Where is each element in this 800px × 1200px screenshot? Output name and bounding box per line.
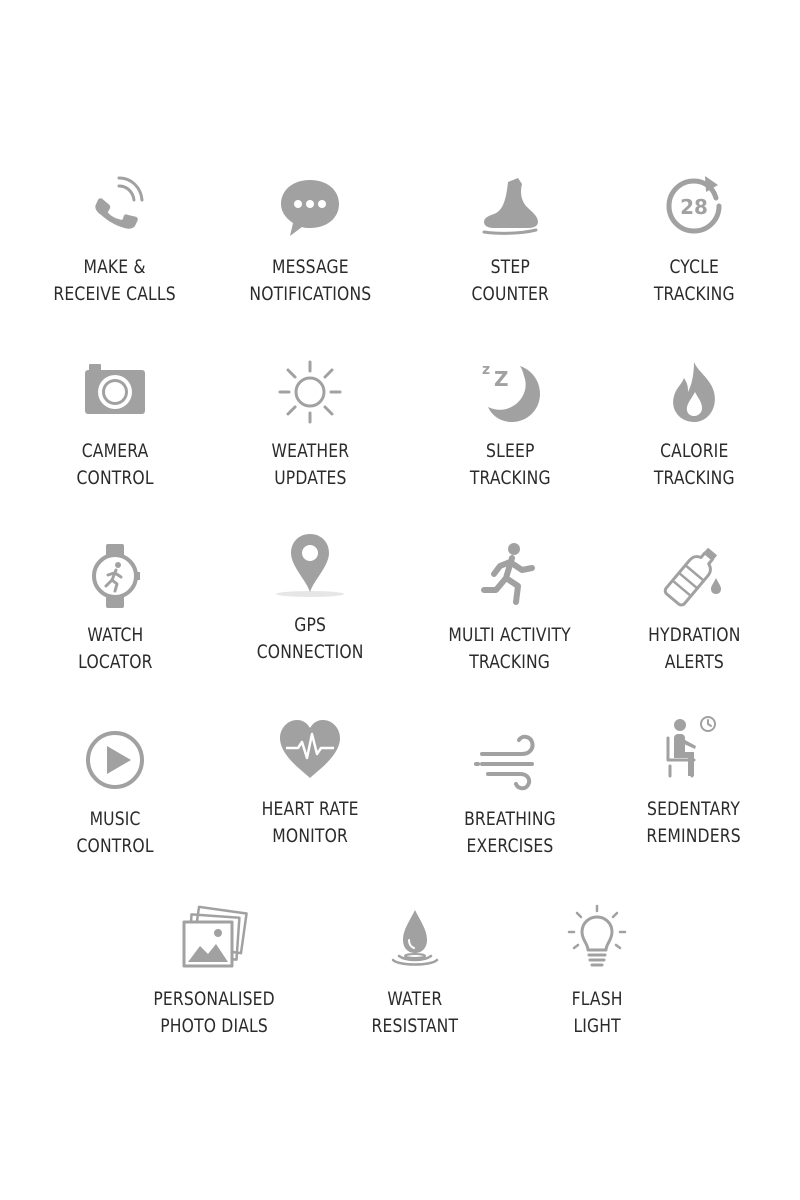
feature-weather	[220, 356, 400, 492]
feature-gps	[220, 530, 400, 666]
feature-label: CALORIE TRACKING	[653, 440, 735, 489]
moon-zz-icon	[474, 356, 546, 428]
svg-text:28: 28	[680, 195, 708, 219]
heart-pulse-icon	[274, 714, 346, 786]
feature-label: FLASH LIGHT	[571, 988, 623, 1037]
feature-heart	[220, 714, 400, 850]
feature-label: WEATHER UPDATES	[271, 440, 349, 489]
water-drop-icon	[379, 904, 451, 976]
feature-photo	[124, 904, 304, 1040]
feature-label: CAMERA CONTROL	[76, 440, 154, 489]
feature-sedentary	[604, 714, 784, 850]
water-bottle-icon	[658, 540, 730, 612]
phone-icon	[79, 172, 151, 244]
feature-calorie	[604, 356, 784, 492]
feature-multi	[420, 540, 600, 676]
svg-text:Z: Z	[494, 367, 509, 391]
feature-label: CYCLE TRACKING	[653, 256, 735, 305]
running-shoe-icon	[474, 172, 546, 244]
feature-flash	[507, 904, 687, 1040]
feature-label: STEP COUNTER	[471, 256, 549, 305]
light-bulb-icon	[561, 904, 633, 976]
watch-runner-icon	[79, 540, 151, 612]
chat-bubble-icon	[274, 172, 346, 244]
photo-stack-icon	[178, 904, 250, 976]
runner-icon	[474, 540, 546, 612]
feature-label: SEDENTARY REMINDERS	[646, 798, 742, 847]
feature-label: MULTI ACTIVITY TRACKING	[448, 624, 572, 673]
feature-label: PERSONALISED PHOTO DIALS	[153, 988, 275, 1037]
feature-water	[325, 904, 505, 1040]
feature-label: GPS CONNECTION	[256, 614, 364, 663]
feature-label: WATER RESISTANT	[371, 988, 459, 1037]
wind-icon	[474, 724, 546, 796]
svg-text:z: z	[482, 362, 491, 378]
feature-label: BREATHING EXERCISES	[464, 808, 556, 857]
flame-icon	[658, 356, 730, 428]
feature-cycle	[604, 172, 784, 308]
feature-music	[25, 724, 205, 860]
cycle-28-icon	[658, 172, 730, 244]
feature-label: SLEEP TRACKING	[469, 440, 551, 489]
feature-label: MAKE & RECEIVE CALLS	[53, 256, 177, 305]
location-pin-icon	[274, 530, 346, 602]
feature-label: HYDRATION ALERTS	[647, 624, 741, 673]
feature-locator	[25, 540, 205, 676]
play-button-icon	[79, 724, 151, 796]
feature-label: MESSAGE NOTIFICATIONS	[249, 256, 371, 305]
sitting-person-clock-icon	[658, 714, 730, 786]
feature-sleep	[420, 356, 600, 492]
feature-hydration	[604, 540, 784, 676]
feature-label: WATCH LOCATOR	[77, 624, 153, 673]
feature-label: HEART RATE MONITOR	[261, 798, 359, 847]
feature-messages	[220, 172, 400, 308]
feature-breathing	[420, 724, 600, 860]
feature-camera	[25, 356, 205, 492]
sun-icon	[274, 356, 346, 428]
feature-label: MUSIC CONTROL	[76, 808, 154, 857]
feature-calls	[25, 172, 205, 308]
camera-icon	[79, 356, 151, 428]
feature-steps	[420, 172, 600, 308]
